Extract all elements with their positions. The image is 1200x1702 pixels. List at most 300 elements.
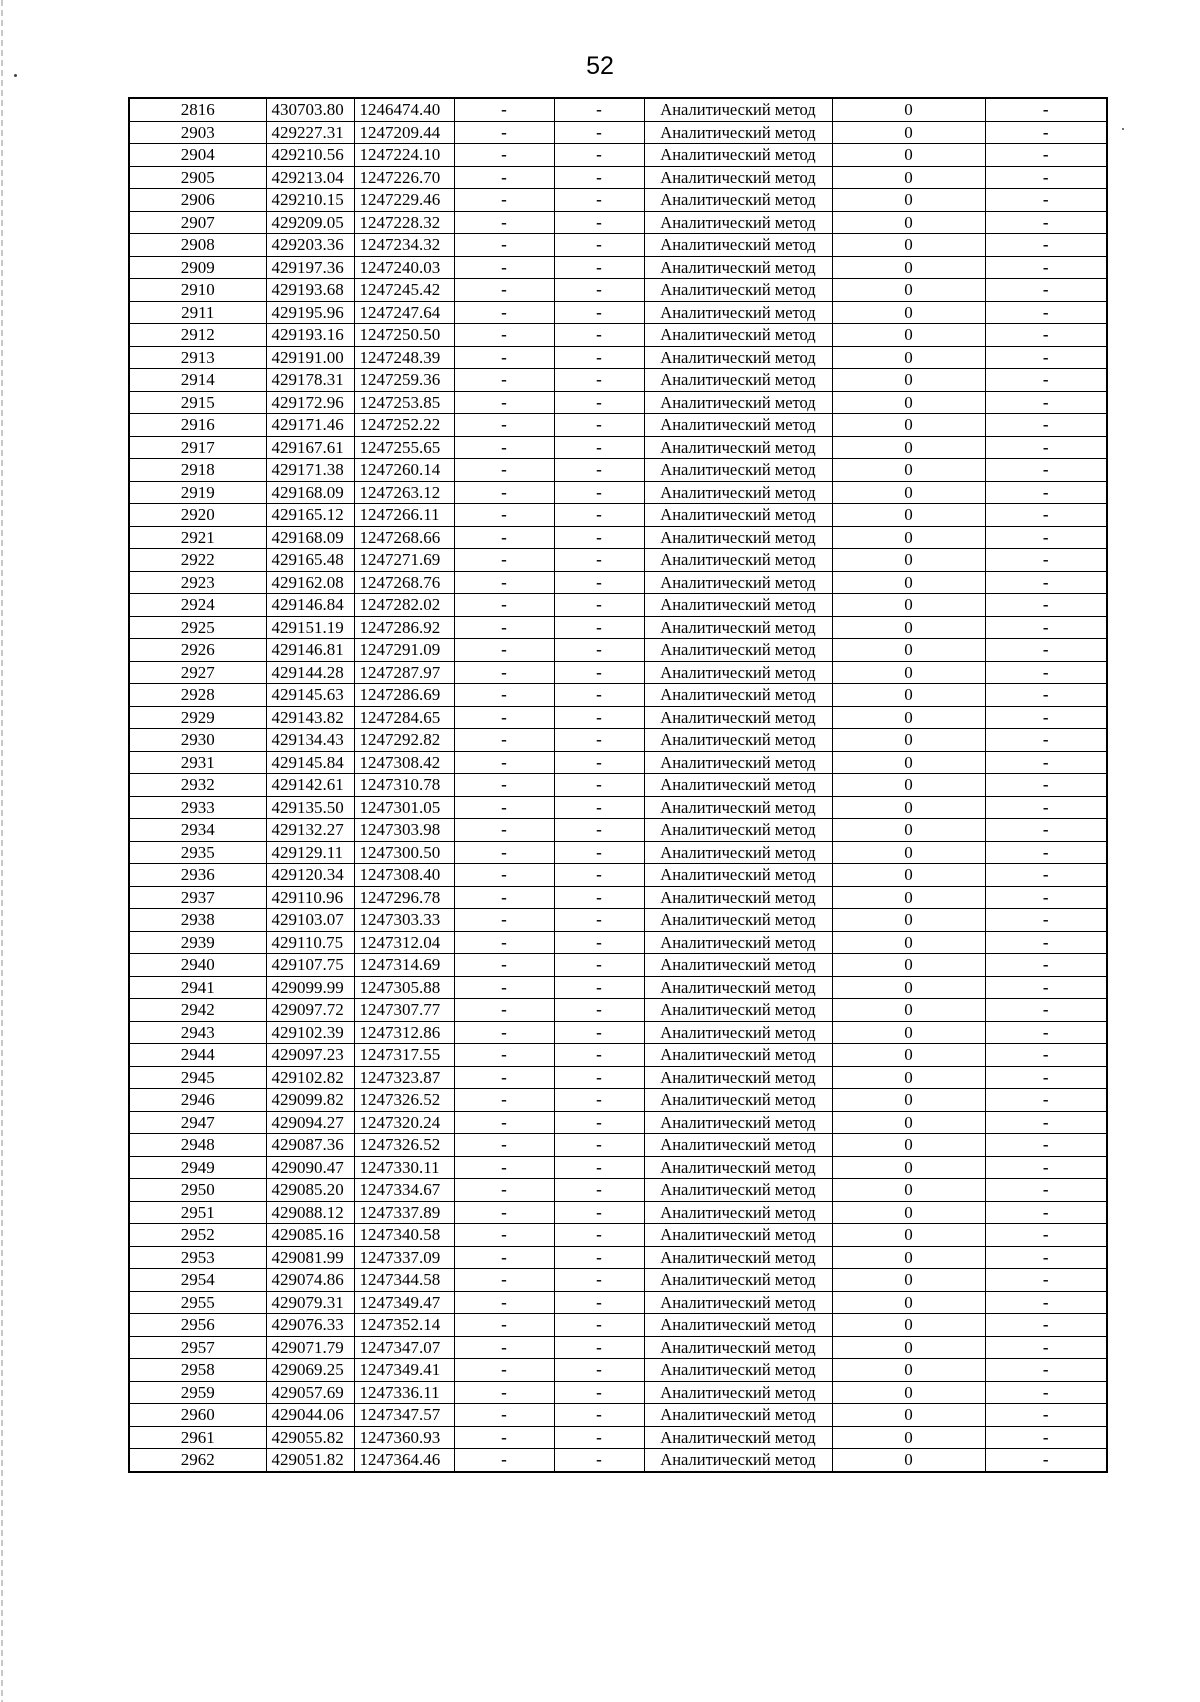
x-coordinate-cell: 429165.12: [266, 504, 354, 527]
table-body: [129, 98, 1107, 1472]
zero-value-cell: 0: [832, 1224, 985, 1247]
dash-cell: -: [454, 909, 554, 932]
dash-cell: -: [554, 346, 644, 369]
y-coordinate-cell: 1247308.40: [354, 864, 454, 887]
dash-cell: -: [554, 841, 644, 864]
dash-cell: -: [454, 1269, 554, 1292]
dash-cell: -: [554, 391, 644, 414]
x-coordinate-cell: 429076.33: [266, 1314, 354, 1337]
zero-value-cell: 0: [832, 301, 985, 324]
point-number-cell: 2933: [129, 796, 266, 819]
y-coordinate-cell: 1247337.09: [354, 1246, 454, 1269]
x-coordinate-cell: 429120.34: [266, 864, 354, 887]
x-coordinate-cell: 429055.82: [266, 1426, 354, 1449]
dash-cell: -: [985, 729, 1107, 752]
zero-value-cell: 0: [832, 819, 985, 842]
dash-cell: -: [985, 1111, 1107, 1134]
dash-cell: -: [985, 436, 1107, 459]
dash-cell: -: [985, 796, 1107, 819]
table-row: [129, 909, 1107, 932]
dash-cell: -: [554, 1066, 644, 1089]
zero-value-cell: 0: [832, 1336, 985, 1359]
dash-cell: -: [554, 1426, 644, 1449]
dash-cell: -: [454, 234, 554, 257]
dash-cell: -: [454, 819, 554, 842]
point-number-cell: 2955: [129, 1291, 266, 1314]
x-coordinate-cell: 429094.27: [266, 1111, 354, 1134]
dash-cell: -: [985, 549, 1107, 572]
y-coordinate-cell: 1247326.52: [354, 1134, 454, 1157]
y-coordinate-cell: 1247292.82: [354, 729, 454, 752]
y-coordinate-cell: 1247347.57: [354, 1404, 454, 1427]
dash-cell: -: [554, 976, 644, 999]
y-coordinate-cell: 1247317.55: [354, 1044, 454, 1067]
zero-value-cell: 0: [832, 864, 985, 887]
dash-cell: -: [554, 1404, 644, 1427]
dash-cell: -: [454, 1044, 554, 1067]
zero-value-cell: 0: [832, 324, 985, 347]
dash-cell: -: [554, 1291, 644, 1314]
y-coordinate-cell: 1247291.09: [354, 639, 454, 662]
point-number-cell: 2953: [129, 1246, 266, 1269]
zero-value-cell: 0: [832, 594, 985, 617]
x-coordinate-cell: 429087.36: [266, 1134, 354, 1157]
point-number-cell: 2907: [129, 211, 266, 234]
dash-cell: -: [985, 931, 1107, 954]
dash-cell: -: [554, 594, 644, 617]
x-coordinate-cell: 429097.23: [266, 1044, 354, 1067]
method-cell: Аналитический метод: [644, 414, 832, 437]
dash-cell: -: [454, 324, 554, 347]
zero-value-cell: 0: [832, 571, 985, 594]
point-number-cell: 2906: [129, 189, 266, 212]
point-number-cell: 2915: [129, 391, 266, 414]
table-row: [129, 706, 1107, 729]
dash-cell: -: [985, 886, 1107, 909]
dash-cell: -: [985, 639, 1107, 662]
dash-cell: -: [554, 684, 644, 707]
point-number-cell: 2959: [129, 1381, 266, 1404]
dash-cell: -: [985, 616, 1107, 639]
x-coordinate-cell: 429107.75: [266, 954, 354, 977]
x-coordinate-cell: 429110.75: [266, 931, 354, 954]
dash-cell: -: [454, 98, 554, 121]
dash-cell: -: [985, 324, 1107, 347]
dash-cell: -: [985, 504, 1107, 527]
method-cell: Аналитический метод: [644, 1359, 832, 1382]
dash-cell: -: [554, 369, 644, 392]
dash-cell: -: [554, 931, 644, 954]
x-coordinate-cell: 429044.06: [266, 1404, 354, 1427]
point-number-cell: 2949: [129, 1156, 266, 1179]
dash-cell: -: [985, 1179, 1107, 1202]
x-coordinate-cell: 429162.08: [266, 571, 354, 594]
point-number-cell: 2948: [129, 1134, 266, 1157]
zero-value-cell: 0: [832, 1021, 985, 1044]
dash-cell: -: [554, 661, 644, 684]
y-coordinate-cell: 1247271.69: [354, 549, 454, 572]
dash-cell: -: [985, 571, 1107, 594]
table-row: [129, 1224, 1107, 1247]
method-cell: Аналитический метод: [644, 1224, 832, 1247]
zero-value-cell: 0: [832, 459, 985, 482]
zero-value-cell: 0: [832, 1089, 985, 1112]
dash-cell: -: [454, 886, 554, 909]
table-row: [129, 571, 1107, 594]
method-cell: Аналитический метод: [644, 189, 832, 212]
y-coordinate-cell: 1247305.88: [354, 976, 454, 999]
y-coordinate-cell: 1247303.98: [354, 819, 454, 842]
zero-value-cell: 0: [832, 144, 985, 167]
y-coordinate-cell: 1247334.67: [354, 1179, 454, 1202]
dash-cell: -: [554, 279, 644, 302]
method-cell: Аналитический метод: [644, 931, 832, 954]
point-number-cell: 2923: [129, 571, 266, 594]
dash-cell: -: [554, 1156, 644, 1179]
method-cell: Аналитический метод: [644, 571, 832, 594]
dash-cell: -: [554, 234, 644, 257]
dash-cell: -: [454, 1381, 554, 1404]
x-coordinate-cell: 429168.09: [266, 526, 354, 549]
zero-value-cell: 0: [832, 369, 985, 392]
y-coordinate-cell: 1247228.32: [354, 211, 454, 234]
y-coordinate-cell: 1247250.50: [354, 324, 454, 347]
y-coordinate-cell: 1247320.24: [354, 1111, 454, 1134]
dash-cell: -: [985, 301, 1107, 324]
x-coordinate-cell: 429193.68: [266, 279, 354, 302]
dash-cell: -: [554, 121, 644, 144]
method-cell: Аналитический метод: [644, 1156, 832, 1179]
method-cell: Аналитический метод: [644, 1449, 832, 1472]
dash-cell: -: [554, 98, 644, 121]
dash-cell: -: [985, 976, 1107, 999]
x-coordinate-cell: 429178.31: [266, 369, 354, 392]
zero-value-cell: 0: [832, 98, 985, 121]
method-cell: Аналитический метод: [644, 1336, 832, 1359]
zero-value-cell: 0: [832, 976, 985, 999]
y-coordinate-cell: 1247312.04: [354, 931, 454, 954]
point-number-cell: 2910: [129, 279, 266, 302]
point-number-cell: 2908: [129, 234, 266, 257]
dash-cell: -: [454, 1201, 554, 1224]
point-number-cell: 2905: [129, 166, 266, 189]
dash-cell: -: [454, 256, 554, 279]
method-cell: Аналитический метод: [644, 436, 832, 459]
x-coordinate-cell: 429102.82: [266, 1066, 354, 1089]
table-row: [129, 1246, 1107, 1269]
y-coordinate-cell: 1247268.76: [354, 571, 454, 594]
dash-cell: -: [985, 414, 1107, 437]
dash-cell: -: [454, 1449, 554, 1472]
table-row: [129, 324, 1107, 347]
method-cell: Аналитический метод: [644, 594, 832, 617]
method-cell: Аналитический метод: [644, 886, 832, 909]
y-coordinate-cell: 1247259.36: [354, 369, 454, 392]
dash-cell: -: [454, 1156, 554, 1179]
zero-value-cell: 0: [832, 774, 985, 797]
dash-cell: -: [985, 594, 1107, 617]
x-coordinate-cell: 429168.09: [266, 481, 354, 504]
table-row: [129, 144, 1107, 167]
zero-value-cell: 0: [832, 1134, 985, 1157]
table-row: [129, 436, 1107, 459]
x-coordinate-cell: 429167.61: [266, 436, 354, 459]
table-row: [129, 841, 1107, 864]
dash-cell: -: [454, 1246, 554, 1269]
dash-cell: -: [554, 549, 644, 572]
x-coordinate-cell: 429144.28: [266, 661, 354, 684]
dash-cell: -: [985, 1404, 1107, 1427]
method-cell: Аналитический метод: [644, 1404, 832, 1427]
method-cell: Аналитический метод: [644, 256, 832, 279]
dash-cell: -: [554, 796, 644, 819]
table-row: [129, 594, 1107, 617]
dash-cell: -: [985, 279, 1107, 302]
method-cell: Аналитический метод: [644, 774, 832, 797]
zero-value-cell: 0: [832, 661, 985, 684]
dash-cell: -: [985, 1021, 1107, 1044]
point-number-cell: 2935: [129, 841, 266, 864]
y-coordinate-cell: 1247286.92: [354, 616, 454, 639]
point-number-cell: 2925: [129, 616, 266, 639]
method-cell: Аналитический метод: [644, 369, 832, 392]
dash-cell: -: [554, 1044, 644, 1067]
point-number-cell: 2929: [129, 706, 266, 729]
table-row: [129, 729, 1107, 752]
dash-cell: -: [985, 1291, 1107, 1314]
dash-cell: -: [454, 459, 554, 482]
dash-cell: -: [554, 1359, 644, 1382]
dash-cell: -: [554, 774, 644, 797]
x-coordinate-cell: 429227.31: [266, 121, 354, 144]
dash-cell: -: [454, 1359, 554, 1382]
zero-value-cell: 0: [832, 346, 985, 369]
dash-cell: -: [554, 414, 644, 437]
method-cell: Аналитический метод: [644, 819, 832, 842]
x-coordinate-cell: 429110.96: [266, 886, 354, 909]
y-coordinate-cell: 1247301.05: [354, 796, 454, 819]
table-row: [129, 301, 1107, 324]
point-number-cell: 2917: [129, 436, 266, 459]
point-number-cell: 2912: [129, 324, 266, 347]
y-coordinate-cell: 1247303.33: [354, 909, 454, 932]
method-cell: Аналитический метод: [644, 1111, 832, 1134]
y-coordinate-cell: 1247255.65: [354, 436, 454, 459]
zero-value-cell: 0: [832, 706, 985, 729]
method-cell: Аналитический метод: [644, 121, 832, 144]
dash-cell: -: [454, 706, 554, 729]
zero-value-cell: 0: [832, 1246, 985, 1269]
point-number-cell: 2919: [129, 481, 266, 504]
zero-value-cell: 0: [832, 391, 985, 414]
dash-cell: -: [554, 1246, 644, 1269]
y-coordinate-cell: 1247349.47: [354, 1291, 454, 1314]
y-coordinate-cell: 1247314.69: [354, 954, 454, 977]
y-coordinate-cell: 1247286.69: [354, 684, 454, 707]
zero-value-cell: 0: [832, 1066, 985, 1089]
zero-value-cell: 0: [832, 684, 985, 707]
y-coordinate-cell: 1247248.39: [354, 346, 454, 369]
method-cell: Аналитический метод: [644, 549, 832, 572]
table-row: [129, 1426, 1107, 1449]
dash-cell: -: [454, 684, 554, 707]
point-number-cell: 2957: [129, 1336, 266, 1359]
zero-value-cell: 0: [832, 121, 985, 144]
table-row: [129, 1449, 1107, 1472]
dash-cell: -: [985, 1381, 1107, 1404]
point-number-cell: 2958: [129, 1359, 266, 1382]
point-number-cell: 2903: [129, 121, 266, 144]
point-number-cell: 2920: [129, 504, 266, 527]
x-coordinate-cell: 429057.69: [266, 1381, 354, 1404]
dash-cell: -: [454, 526, 554, 549]
dash-cell: -: [454, 1111, 554, 1134]
method-cell: Аналитический метод: [644, 1021, 832, 1044]
dash-cell: -: [985, 369, 1107, 392]
zero-value-cell: 0: [832, 211, 985, 234]
x-coordinate-cell: 429090.47: [266, 1156, 354, 1179]
dash-cell: -: [554, 954, 644, 977]
method-cell: Аналитический метод: [644, 1044, 832, 1067]
table-row: [129, 684, 1107, 707]
point-number-cell: 2962: [129, 1449, 266, 1472]
dash-cell: -: [554, 1134, 644, 1157]
dash-cell: -: [554, 639, 644, 662]
dash-cell: -: [454, 436, 554, 459]
dash-cell: -: [985, 121, 1107, 144]
table-row: [129, 391, 1107, 414]
dash-cell: -: [554, 459, 644, 482]
method-cell: Аналитический метод: [644, 1381, 832, 1404]
point-number-cell: 2909: [129, 256, 266, 279]
dash-cell: -: [454, 121, 554, 144]
x-coordinate-cell: 429102.39: [266, 1021, 354, 1044]
y-coordinate-cell: 1247252.22: [354, 414, 454, 437]
method-cell: Аналитический метод: [644, 1291, 832, 1314]
table-row: [129, 616, 1107, 639]
dash-cell: -: [454, 1134, 554, 1157]
point-number-cell: 2931: [129, 751, 266, 774]
method-cell: Аналитический метод: [644, 144, 832, 167]
dash-cell: -: [554, 189, 644, 212]
y-coordinate-cell: 1247326.52: [354, 1089, 454, 1112]
dash-cell: -: [454, 1336, 554, 1359]
dash-cell: -: [985, 1269, 1107, 1292]
method-cell: Аналитический метод: [644, 504, 832, 527]
dash-cell: -: [454, 1179, 554, 1202]
method-cell: Аналитический метод: [644, 459, 832, 482]
point-number-cell: 2930: [129, 729, 266, 752]
dash-cell: -: [454, 166, 554, 189]
dash-cell: -: [554, 886, 644, 909]
x-coordinate-cell: 429210.56: [266, 144, 354, 167]
dash-cell: -: [454, 661, 554, 684]
dash-cell: -: [554, 1449, 644, 1472]
dash-cell: -: [554, 864, 644, 887]
x-coordinate-cell: 429099.82: [266, 1089, 354, 1112]
x-coordinate-cell: 429143.82: [266, 706, 354, 729]
zero-value-cell: 0: [832, 234, 985, 257]
y-coordinate-cell: 1247364.46: [354, 1449, 454, 1472]
y-coordinate-cell: 1247247.64: [354, 301, 454, 324]
dash-cell: -: [985, 774, 1107, 797]
x-coordinate-cell: 429134.43: [266, 729, 354, 752]
y-coordinate-cell: 1247229.46: [354, 189, 454, 212]
dash-cell: -: [454, 189, 554, 212]
dash-cell: -: [985, 751, 1107, 774]
table-row: [129, 234, 1107, 257]
point-number-cell: 2932: [129, 774, 266, 797]
y-coordinate-cell: 1247337.89: [354, 1201, 454, 1224]
table-row: [129, 1066, 1107, 1089]
zero-value-cell: 0: [832, 279, 985, 302]
y-coordinate-cell: 1247307.77: [354, 999, 454, 1022]
table-row: [129, 459, 1107, 482]
y-coordinate-cell: 1247268.66: [354, 526, 454, 549]
dash-cell: -: [554, 909, 644, 932]
zero-value-cell: 0: [832, 526, 985, 549]
x-coordinate-cell: 429069.25: [266, 1359, 354, 1382]
method-cell: Аналитический метод: [644, 234, 832, 257]
dash-cell: -: [454, 571, 554, 594]
method-cell: Аналитический метод: [644, 1066, 832, 1089]
table-row: [129, 121, 1107, 144]
y-coordinate-cell: 1247340.58: [354, 1224, 454, 1247]
method-cell: Аналитический метод: [644, 166, 832, 189]
dash-cell: -: [454, 481, 554, 504]
dash-cell: -: [985, 1246, 1107, 1269]
table-row: [129, 1314, 1107, 1337]
zero-value-cell: 0: [832, 1404, 985, 1427]
dash-cell: -: [454, 391, 554, 414]
dash-cell: -: [554, 526, 644, 549]
x-coordinate-cell: 429132.27: [266, 819, 354, 842]
method-cell: Аналитический метод: [644, 909, 832, 932]
dash-cell: -: [454, 796, 554, 819]
zero-value-cell: 0: [832, 504, 985, 527]
x-coordinate-cell: 429195.96: [266, 301, 354, 324]
y-coordinate-cell: 1247282.02: [354, 594, 454, 617]
zero-value-cell: 0: [832, 639, 985, 662]
dash-cell: -: [554, 616, 644, 639]
dash-cell: -: [554, 1381, 644, 1404]
table-row: [129, 931, 1107, 954]
y-coordinate-cell: 1247284.65: [354, 706, 454, 729]
zero-value-cell: 0: [832, 1111, 985, 1134]
method-cell: Аналитический метод: [644, 796, 832, 819]
x-coordinate-cell: 429129.11: [266, 841, 354, 864]
zero-value-cell: 0: [832, 841, 985, 864]
x-coordinate-cell: 429171.38: [266, 459, 354, 482]
dash-cell: -: [985, 144, 1107, 167]
table-row: [129, 98, 1107, 121]
dash-cell: -: [985, 1224, 1107, 1247]
dash-cell: -: [554, 751, 644, 774]
x-coordinate-cell: 429142.61: [266, 774, 354, 797]
dash-cell: -: [454, 369, 554, 392]
x-coordinate-cell: 429081.99: [266, 1246, 354, 1269]
dash-cell: -: [985, 864, 1107, 887]
point-number-cell: 2942: [129, 999, 266, 1022]
table-row: [129, 481, 1107, 504]
x-coordinate-cell: 429146.81: [266, 639, 354, 662]
y-coordinate-cell: 1247310.78: [354, 774, 454, 797]
y-coordinate-cell: 1247308.42: [354, 751, 454, 774]
table-row: [129, 751, 1107, 774]
method-cell: Аналитический метод: [644, 301, 832, 324]
x-coordinate-cell: 429079.31: [266, 1291, 354, 1314]
point-number-cell: 2937: [129, 886, 266, 909]
